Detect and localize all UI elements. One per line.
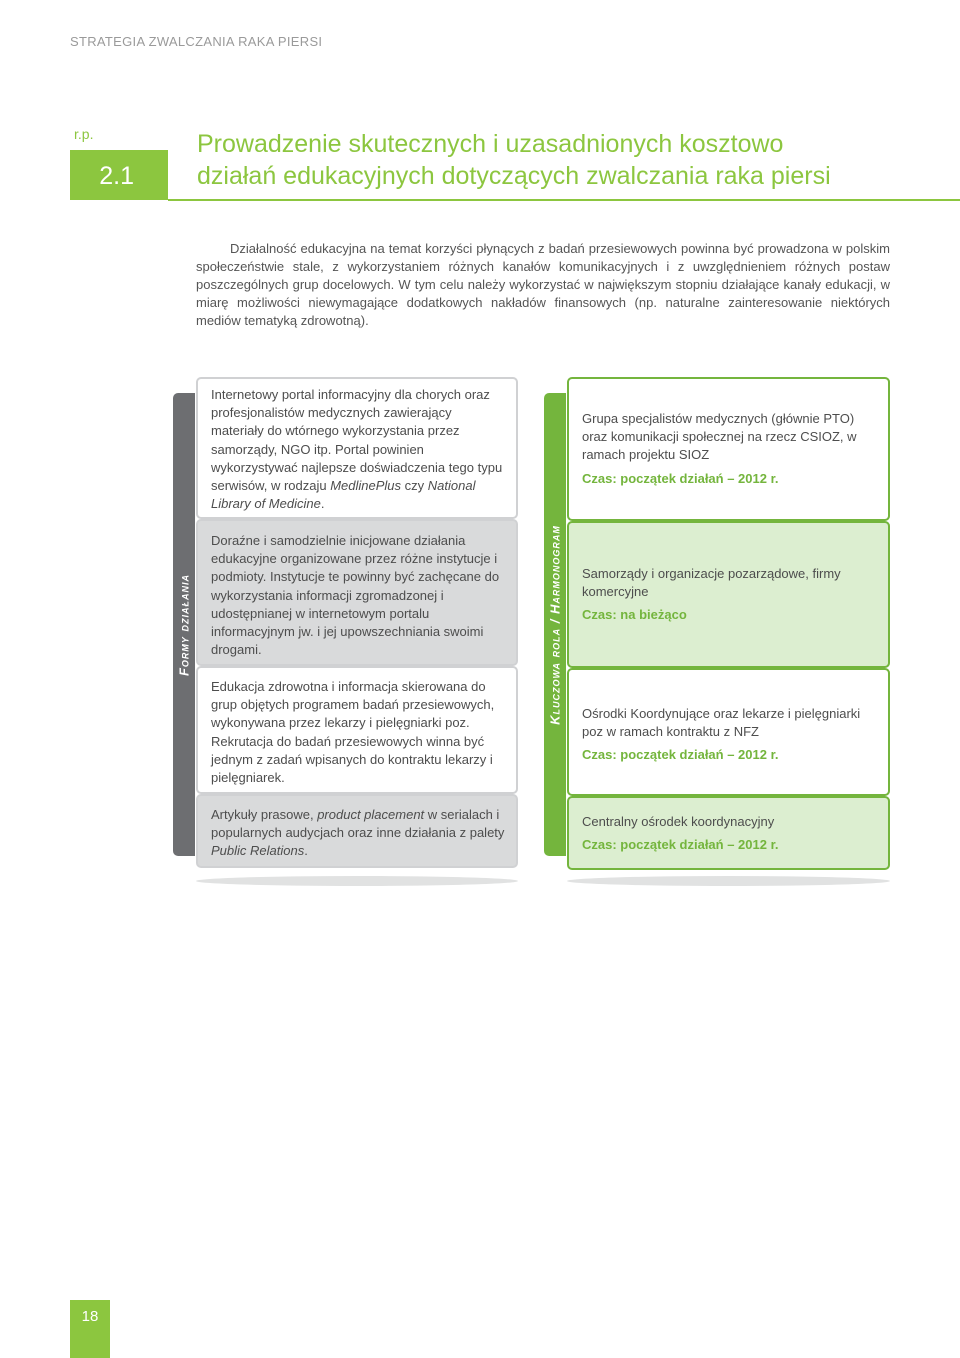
title-underline — [168, 199, 960, 201]
left-column-shadow — [196, 876, 518, 886]
key-role-schedule-bar — [544, 393, 566, 856]
role-text-central-center: Centralny ośrodek koordynacyjny — [582, 814, 775, 829]
section-rp-label: r.p. — [74, 126, 94, 142]
action-box-press — [196, 794, 518, 868]
role-time-central-center: Czas: początek działań – 2012 r. — [582, 837, 779, 853]
role-text-coordinating-centers: Ośrodki Koordynujące oraz lekarze i pielęgniarki poz w ramach kontraktu z NFZ — [582, 706, 861, 740]
right-column-shadow — [567, 876, 890, 886]
role-time-specialists: Czas: początek działań – 2012 r. — [582, 470, 779, 486]
action-box-local-initiatives — [196, 519, 518, 666]
running-header: STRATEGIA ZWALCZANIA RAKA PIERSI — [70, 34, 323, 49]
role-time-coordinating-centers: Czas: początek działań – 2012 r. — [582, 747, 779, 763]
action-box-health-education — [196, 666, 518, 794]
section-title-line-1: Prowadzenie skutecznych i uzasadnionych kosztowo — [197, 130, 784, 158]
role-text-specialists: Grupa specjalistów medycznych (głównie PTO) oraz komunikacji społecznej na rzecz CSIOZ, w ramach projektu SIOZ — [582, 411, 857, 463]
section-title — [197, 128, 937, 192]
role-time-local-governments: Czas: na bieżąco — [582, 607, 687, 623]
action-text-health-education: Edukacja zdrowotna i informacja skierowana do grup objętych programem badań przesiewowych, wykonywana przez lekarzy i pielęgniarki poz. Rekrutacja do badań przesiewowych winna być jednym z zadań wpisanych do kontraktu lekarzy i pielęgniarek. — [211, 679, 495, 786]
action-box-portal — [196, 377, 518, 519]
page-number-box — [70, 1300, 110, 1358]
key-role-schedule-label: Kluczowa rola / Harmonogram — [547, 524, 563, 725]
role-text-local-governments: Samorządy i organizacje pozarządowe, firmy komercyjne — [582, 566, 841, 600]
forms-of-action-label: Formy działania — [176, 573, 192, 676]
role-box-central-center — [567, 796, 890, 870]
role-box-specialists — [567, 377, 890, 521]
section-number: 2.1 — [99, 162, 134, 190]
role-box-local-governments — [567, 521, 890, 668]
action-text-local-initiatives: Doraźne i samodzielnie inicjowane działania edukacyjne organizowane przez różne instytucje i podmioty. Instytucje te powinny być zachęcane do wykorzystania informacji zgromadzonej i udostępnianej w internetowym portalu informacyjnym jw. i jej upowszechniania swoimi drogami. — [211, 533, 500, 658]
role-box-coordinating-centers — [567, 668, 890, 796]
action-text-portal: Internetowy portal informacyjny dla chorych oraz profesjonalistów medycznych zawierający materiały do wtórnego wykorzystania przez samorządy, NGO itp. Portal powinien wykorzystywać najlepsze doświadczenia tego typu serwisów, w rodzaju MedlinePlus czy National Library of Medicine. — [211, 387, 503, 512]
section-title-line-2: działań edukacyjnych dotyczących zwalczania raka piersi — [197, 162, 831, 190]
forms-of-action-bar — [173, 393, 195, 856]
page-number: 18 — [81, 1308, 99, 1325]
section-number-box — [70, 150, 168, 200]
intro-paragraph: Działalność edukacyjna na temat korzyści płynących z badań przesiewowych powinna być prowadzona w polskim społeczeństwie stale, z wykorzystaniem różnych kanałów komunikacyjnych i z uwzględnieniem różnych postaw poszczególnych grup docelowych. W tym celu należy wykorzystać w największym stopniu działające kanały edukacji, w miarę możliwości niewymagające dodatkowych nakładów finansowych (np. naturalne zainteresowanie niektórych mediów tematyką zdrowotną). — [196, 241, 890, 328]
action-text-press: Artykuły prasowe, product placement w serialach i popularnych audycjach oraz inne działania z palety Public Relations. — [211, 807, 505, 859]
